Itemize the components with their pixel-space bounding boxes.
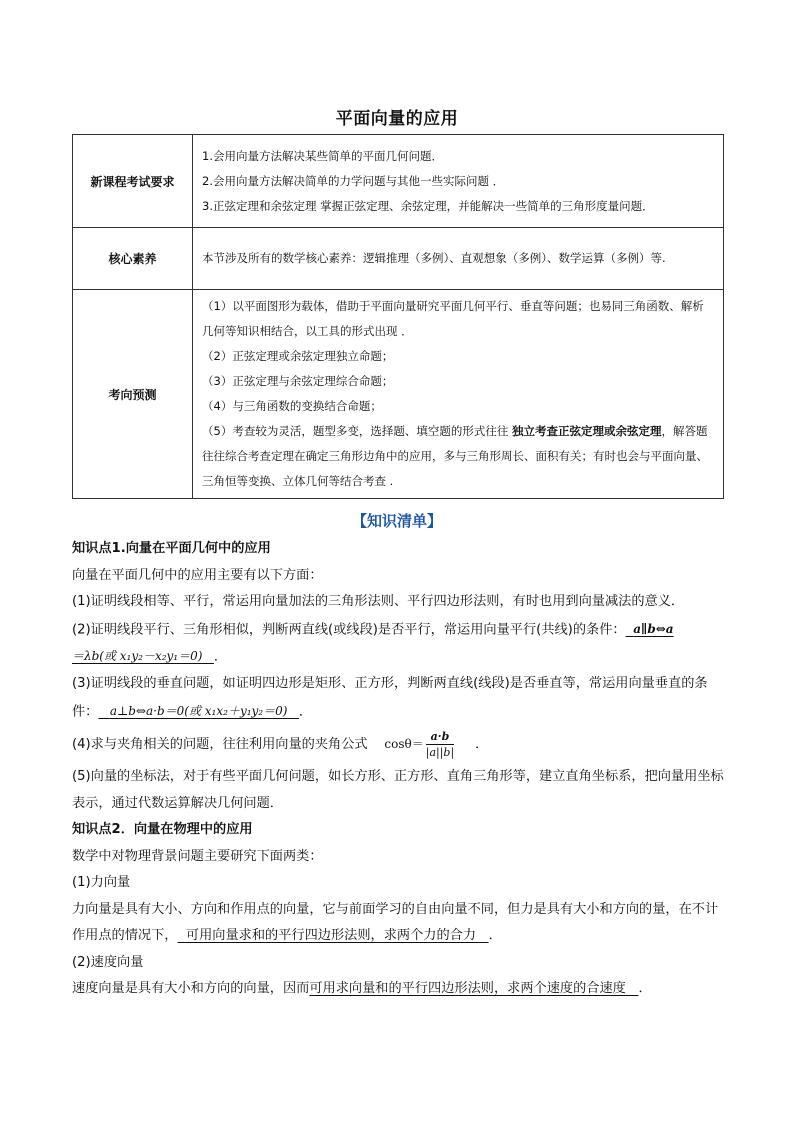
- row-head-forecast: 考向预测: [73, 290, 193, 499]
- kp1-point1: (1)证明线段相等、平行，常运用向量加法的三角形法则、平行四边形法则，有时也用到向量减法的意义．: [72, 594, 685, 609]
- kp1-point3: [72, 671, 724, 725]
- forecast-item: （3）正弦定理与余弦定理综合命题；: [202, 374, 394, 388]
- kp1-intro: 向量在平面几何中的应用主要有以下方面：: [72, 567, 323, 583]
- kp2-point1: [72, 897, 724, 950]
- kp2-title: 知识点2．向量在物理中的应用: [72, 822, 253, 838]
- kp1-point2-end: ．: [213, 649, 228, 665]
- row-head-exam-requirements: 新课程考试要求: [73, 135, 193, 228]
- table-row: [73, 228, 724, 290]
- kp1-point2-text: (2)证明线段平行、三角形相似，判断两直线(或线段)是否平行，常运用向量平行(共线)的条件：: [72, 621, 626, 637]
- kp2-point1-text: 力向量是具有大小、方向和作用点的向量，它与前面学习的自由向量不同，但力是具有大小和方向的量，在不计作用点的情况下，: [72, 901, 719, 944]
- fraction-numerator: a·b: [426, 729, 454, 745]
- core-literacy-text: 本节涉及所有的数学核心素养：逻辑推理（多例）、直观想象（多例）、数学运算（多例）等.: [202, 251, 666, 265]
- table-row: [73, 135, 724, 228]
- requirement-line: 1.会用向量方法解决某些简单的平面几何问题．: [202, 148, 443, 163]
- kp1-point4: [72, 725, 724, 764]
- table-row: [73, 290, 724, 499]
- kp2-sub1: (1)力向量: [72, 875, 131, 891]
- kp2-intro: 数学中对物理背景问题主要研究下面两类：: [72, 848, 323, 864]
- kp2-point2: [72, 976, 724, 1003]
- kp2-sub2: (2)速度向量: [72, 954, 144, 970]
- angle-formula-cos: cosθ＝: [384, 737, 424, 752]
- kp2-point1-end: ．: [488, 928, 502, 944]
- forecast-item: [202, 419, 715, 494]
- row-body-core-literacy: [193, 228, 724, 290]
- row-body-exam-requirements: [193, 135, 724, 228]
- forecast-item: （1）以平面图形为载体，借助于平面向量研究平面几何平行、垂直等问题；也易同三角函数、解析几何等知识相结合，以工具的形式出现 ．: [202, 299, 704, 338]
- kp1-point5: (5)向量的坐标法，对于有些平面几何问题，如长方形、正方形、直角三角形等，建立直角坐标系，把向量用坐标表示，通过代数运算解决几何问题．: [72, 769, 724, 811]
- forecast-item5-post: ，解答题往往综合考查定理在确定三角形边角中的应用，多与三角形周长、面积有关；有时也会与平面向量、三角恒等变换、立体几何等结合考查 .: [202, 424, 708, 488]
- kp1-point4-end: ．: [475, 737, 489, 753]
- requirement-line: 2.会用向量方法解决简单的力学问题与其他一些实际问题 ．: [202, 173, 505, 188]
- requirement-line: 3.正弦定理和余弦定理 掌握正弦定理、余弦定理，并能解决一些简单的三角形度量问题．: [202, 198, 654, 213]
- velocity-fill-answer: 可用求向量和的平行四边形法则，求两个速度的合速度: [309, 981, 626, 997]
- kp1-point4-text: (4)求与夹角相关的问题，往往利用向量的夹角公式: [72, 737, 368, 753]
- kp2-point2-end: ．: [638, 981, 652, 997]
- knowledge-list: [72, 536, 724, 1003]
- parallel-formula-part1: a∥b⇔a: [633, 621, 674, 636]
- kp1-point2: [72, 616, 724, 672]
- kp1-point3-end: ．: [298, 703, 313, 719]
- row-head-core-literacy: 核心素养: [73, 228, 193, 290]
- perpendicular-formula: a⊥b⇔a·b＝0(或 x₁x₂＋y₁y₂＝0): [109, 703, 288, 718]
- forecast-item5-bold: 独立考查正弦定理或余弦定理: [511, 424, 662, 438]
- parallel-formula-part2: ＝λb(或 x₁y₂－x₂y₁＝0): [72, 649, 203, 664]
- forecast-item: （4）与三角函数的变换结合命题；: [202, 399, 382, 413]
- row-body-forecast: [193, 290, 724, 499]
- kp1-point3-text: (3)证明线段的垂直问题，如证明四边形是矩形、正方形，判断两直线(线段)是否垂直等，常运用向量垂直的条件：: [72, 676, 708, 719]
- forecast-item: （2）正弦定理或余弦定理独立命题；: [202, 349, 394, 363]
- requirements-table: [72, 134, 724, 499]
- angle-formula-fraction: [426, 729, 454, 760]
- force-fill-answer: 可用向量求和的平行四边形法则，求两个力的合力: [185, 928, 477, 944]
- forecast-item5-pre: （5）考查较为灵活，题型多变，选择题、填空题的形式往往: [202, 424, 512, 438]
- page-title: 平面向量的应用: [335, 109, 459, 129]
- section-title: 【知识清单】: [351, 512, 442, 530]
- fraction-denominator: |a||b|: [425, 745, 455, 759]
- kp1-title: 知识点1.向量在平面几何中的应用: [72, 541, 271, 556]
- kp2-point2-text: 速度向量是具有大小和方向的向量，因而: [72, 981, 310, 997]
